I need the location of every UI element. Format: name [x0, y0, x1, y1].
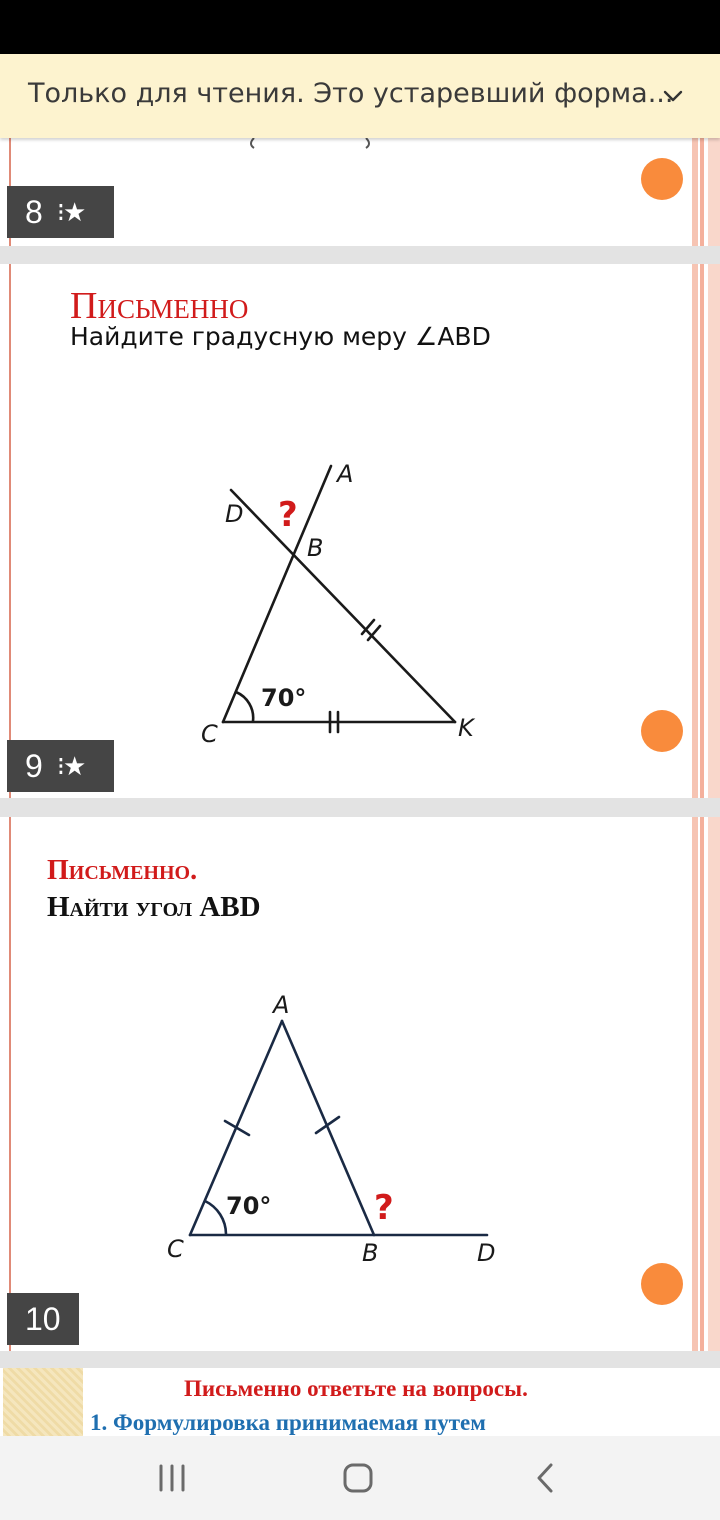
angle-label: 70°	[226, 1192, 272, 1220]
star-icon: ⁝★	[56, 196, 85, 227]
question-mark: ?	[374, 1188, 394, 1228]
slide-10[interactable]	[0, 817, 720, 1351]
label-b: B	[307, 534, 324, 562]
chevron-down-icon[interactable]	[660, 83, 686, 109]
slide-number-badge	[7, 740, 114, 792]
slide-subtitle: Найдите градусную меру ∠ABD	[70, 322, 491, 351]
label-c: C	[201, 720, 218, 748]
slide-marker-dot[interactable]	[641, 158, 683, 200]
angle-label: 70°	[261, 684, 307, 712]
label-d: D	[225, 500, 244, 528]
star-icon: ⁝★	[56, 750, 85, 781]
banner-text: Только для чтения. Это устаревший форма...	[28, 78, 674, 109]
slide-9[interactable]	[0, 264, 720, 798]
read-only-banner[interactable]	[0, 54, 720, 138]
question-item: 1. Формулировка принимаемая путем	[90, 1410, 486, 1435]
slide-number-badge	[7, 186, 114, 238]
slide-title: Письменно ответьте на вопросы.	[184, 1376, 528, 1401]
slide-subtitle: Найти угол ABD	[47, 891, 261, 923]
slide-number-badge	[7, 1293, 79, 1345]
slide-marker-dot[interactable]	[641, 710, 683, 752]
slide-title: Письменно	[70, 285, 249, 327]
recent-apps-icon[interactable]	[154, 1462, 190, 1494]
slide-questions[interactable]	[0, 1368, 720, 1436]
label-k: K	[458, 714, 474, 742]
slide-decoration	[3, 1368, 83, 1436]
question-mark: ?	[278, 495, 298, 535]
line-ab	[282, 1021, 374, 1235]
home-icon[interactable]	[340, 1460, 376, 1496]
slide-number: 10	[25, 1300, 61, 1337]
navigation-bar	[0, 1436, 720, 1520]
triangle-figure-9	[0, 264, 720, 798]
slide-marker-dot[interactable]	[641, 1263, 683, 1305]
angle-arc	[236, 692, 253, 721]
label-a: A	[337, 460, 354, 488]
slide-number: 8	[25, 193, 43, 230]
label-a: A	[273, 991, 290, 1019]
label-b: B	[362, 1239, 379, 1267]
label-d: D	[477, 1239, 496, 1267]
back-icon[interactable]	[530, 1462, 562, 1494]
slide-8[interactable]	[0, 138, 720, 246]
slide-number: 9	[25, 747, 43, 784]
angle-arc	[205, 1201, 226, 1234]
status-bar	[0, 0, 720, 54]
slide-title: Письменно.	[47, 855, 198, 886]
cropped-formula	[240, 138, 380, 152]
label-c: C	[167, 1235, 184, 1263]
slide-border-right	[686, 138, 720, 246]
tick-mark	[316, 1117, 339, 1133]
triangle-figure-10	[0, 817, 720, 1351]
